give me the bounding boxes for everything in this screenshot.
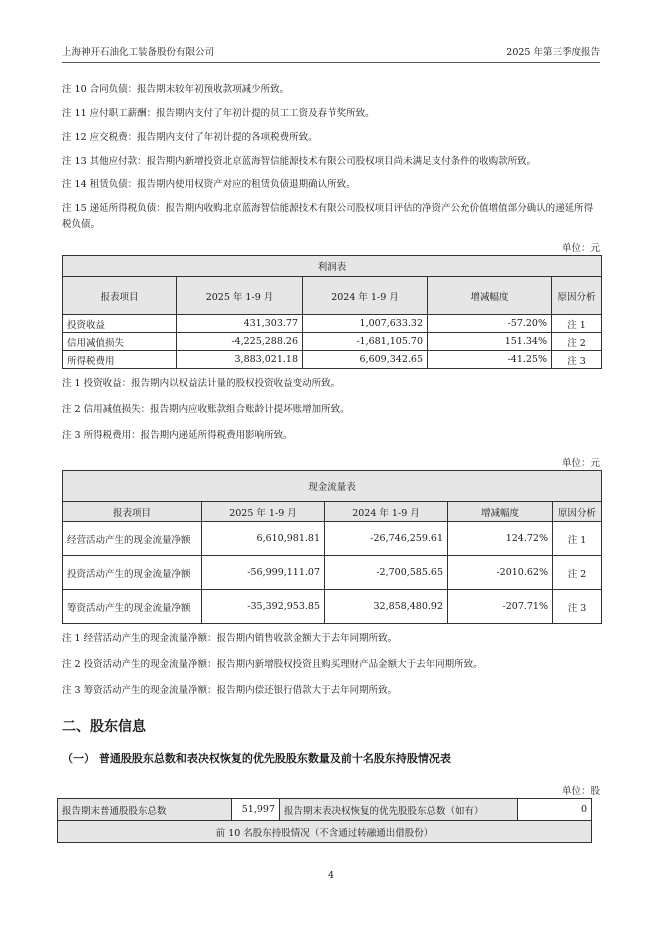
note-cash-1: 注 1 经营活动产生的现金流量净额：报告期内销售收款金额大于去年同期所致。 (62, 633, 398, 644)
table-row (58, 821, 592, 843)
table-cell: 注 3 (552, 351, 602, 369)
table-cell: 报告期末普通股股东总数 (58, 799, 232, 821)
report-name: 2025 年第三季度报告 (506, 47, 600, 58)
unit-label: 单位：股 (561, 786, 600, 797)
note-balance-10: 注 10 合同负债：报告期末较年初预收款项减少所致。 (62, 84, 290, 95)
table-cell: 1,007,633.32 (303, 315, 428, 333)
table-title: 现金流量表 (63, 471, 602, 502)
table-cell: 报告期末表决权恢复的优先股股东总数（如有） (280, 799, 518, 821)
subsection-title: （一） 普通股股东总数和表决权恢复的优先股股东数量及前十名股东持股情况表 (62, 752, 451, 765)
table-row (63, 590, 602, 624)
table-header: 2024 年 1-9 月 (325, 502, 448, 522)
table-cell: 124.72% (448, 522, 553, 556)
table-row (63, 522, 602, 556)
table-cell: -57.20% (428, 315, 552, 333)
table-cell: 投资活动产生的现金流量净额 (63, 556, 202, 590)
table-cell: 注 2 (553, 556, 602, 590)
note-balance-11: 注 11 应付职工薪酬：报告期内支付了年初计提的员工工资及春节奖所致。 (62, 108, 375, 119)
table-cell: 32,858,480.92 (325, 590, 448, 624)
page-number: 4 (327, 870, 335, 881)
table-header: 增减幅度 (428, 277, 552, 315)
table-cell: 注 2 (552, 333, 602, 351)
table-row (63, 315, 602, 333)
unit-label: 单位：元 (561, 243, 600, 254)
table-cell: -41.25% (428, 351, 552, 369)
table-title: 利润表 (63, 256, 602, 277)
table-cell: -4,225,288.26 (177, 333, 303, 351)
note-balance-13: 注 13 其他应付款：报告期内新增投资北京蓝海智信能源技术有限公司股权项目尚未满足支付条件的收购款所致。 (62, 156, 537, 167)
table-row (63, 333, 602, 351)
table-cell: 6,609,342.65 (303, 351, 428, 369)
table-cell: -207.71% (448, 590, 553, 624)
table-header: 报表项目 (63, 277, 177, 315)
table-header: 报表项目 (63, 502, 202, 522)
unit-label: 单位：元 (561, 458, 600, 469)
table-cell: 投资收益 (63, 315, 177, 333)
note-balance-12: 注 12 应交税费：报告期内支付了年初计提的各项税费所致。 (62, 132, 318, 143)
cash-flow-table (62, 470, 602, 624)
note-income-2: 注 2 信用减值损失：报告期内应收账款组合账龄计提坏账增加所致。 (62, 404, 350, 415)
note-income-1: 注 1 投资收益：报告期内以权益法计量的股权投资收益变动所致。 (62, 378, 341, 389)
shareholder-table (57, 798, 592, 843)
table-cell: 3,883,021.18 (177, 351, 303, 369)
table-cell: 筹资活动产生的现金流量净额 (63, 590, 202, 624)
table-cell: -35,392,953.85 (202, 590, 325, 624)
note-balance-15: 注 15 递延所得税负债：报告期内收购北京蓝海智信能源技术有限公司股权项目评估的净资产公允价值增值部分确认的递延所得税负债。 (62, 203, 594, 230)
table-cell: -1,681,105.70 (303, 333, 428, 351)
note-cash-3: 注 3 筹资活动产生的现金流量净额：报告期内偿还银行借款大于去年同期所致。 (62, 685, 398, 696)
company-name: 上海神开石油化工装备股份有限公司 (62, 47, 215, 58)
table-header: 原因分析 (553, 502, 602, 522)
table-cell: -2,700,585.65 (325, 556, 448, 590)
table-cell: 0 (518, 799, 592, 821)
income-statement-table (62, 255, 602, 369)
table-header: 增减幅度 (448, 502, 553, 522)
table-cell: 51,997 (232, 799, 280, 821)
table-cell: -26,746,259.61 (325, 522, 448, 556)
table-header: 2025 年 1-9 月 (202, 502, 325, 522)
table-cell: 6,610,981.81 (202, 522, 325, 556)
table-cell: 注 1 (552, 315, 602, 333)
page-header (62, 44, 600, 63)
table-cell: 所得税费用 (63, 351, 177, 369)
table-cell: 431,303.77 (177, 315, 303, 333)
note-income-3: 注 3 所得税费用：报告期内递延所得税费用影响所致。 (62, 430, 293, 441)
note-balance-14: 注 14 租赁负债：报告期内使用权资产对应的租赁负债退期确认所致。 (62, 179, 356, 190)
table-cell: 注 3 (553, 590, 602, 624)
table-title: 前 10 名股东持股情况（不含通过转融通出借股份） (58, 821, 592, 843)
table-cell: -56,999,111.07 (202, 556, 325, 590)
table-cell: 信用减值损失 (63, 333, 177, 351)
table-cell: -2010.62% (448, 556, 553, 590)
note-cash-2: 注 2 投资活动产生的现金流量净额：报告期内新增股权投资且购买理财产品金额大于去年同期所致。 (62, 659, 483, 670)
table-header: 原因分析 (552, 277, 602, 315)
table-header: 2025 年 1-9 月 (177, 277, 303, 315)
table-row (63, 556, 602, 590)
table-cell: 注 1 (553, 522, 602, 556)
table-row (63, 351, 602, 369)
table-row (58, 799, 592, 821)
table-cell: 经营活动产生的现金流量净额 (63, 522, 202, 556)
table-cell: 151.34% (428, 333, 552, 351)
section-title: 二、股东信息 (62, 719, 146, 735)
table-header: 2024 年 1-9 月 (303, 277, 428, 315)
